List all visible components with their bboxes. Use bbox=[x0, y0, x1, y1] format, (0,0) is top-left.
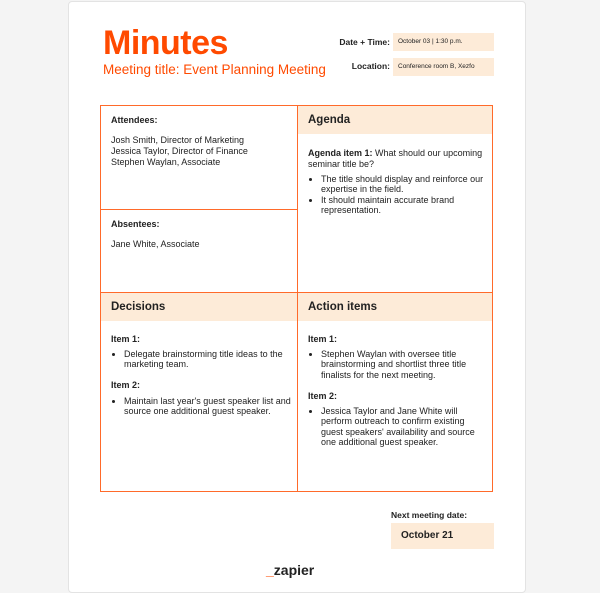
logo-text: zapier bbox=[273, 562, 315, 578]
attendee-2: Jessica Taylor, Director of Finance bbox=[111, 146, 248, 156]
grid-divider-attendees bbox=[101, 209, 297, 210]
agenda-item-label: Agenda item 1: bbox=[308, 148, 373, 158]
next-meeting-date: October 21 bbox=[391, 523, 494, 549]
date-time-label: Date + Time: bbox=[339, 37, 390, 47]
action-item-1-bullets bbox=[308, 349, 487, 380]
list-item: • Maintain last year's guest speaker list and source one additional guest speaker. bbox=[124, 396, 294, 417]
agenda-bullets bbox=[308, 174, 493, 216]
absentee-1: Jane White, Associate bbox=[111, 239, 200, 249]
list-item: • The title should display and reinforce our expertise in the field. bbox=[321, 174, 493, 195]
attendee-1: Josh Smith, Director of Marketing bbox=[111, 135, 245, 145]
minutes-document bbox=[68, 1, 526, 593]
decision-item-1-bullets bbox=[111, 349, 294, 370]
minutes-grid bbox=[100, 105, 493, 492]
list-item: • Delegate brainstorming title ideas to the marketing team. bbox=[124, 349, 294, 370]
next-meeting-label: Next meeting date: bbox=[391, 510, 468, 520]
agenda-item-text: What should our upcoming seminar title be? bbox=[308, 148, 483, 169]
absentees-label: Absentees: bbox=[111, 219, 160, 229]
list-item: • It should maintain accurate brand representation. bbox=[321, 195, 493, 216]
action-item-2-bullets bbox=[308, 406, 487, 448]
list-item: • Jessica Taylor and Jane White will perform outreach to confirm existing guest speakers' availability and source one additional guest speaker. bbox=[321, 406, 487, 448]
agenda-item bbox=[308, 148, 486, 170]
page-title: Minutes bbox=[103, 24, 228, 62]
list-item: • Stephen Waylan with oversee title brainstorming and shortlist three title finalists for the next meeting. bbox=[321, 349, 487, 380]
logo-underscore: _ bbox=[266, 562, 274, 578]
attendees-label: Attendees: bbox=[111, 115, 158, 125]
decision-item-2-label: Item 2: bbox=[111, 380, 141, 390]
location-value: Conference room B, Xezfo bbox=[393, 58, 494, 76]
meeting-title: Meeting title: Event Planning Meeting bbox=[103, 62, 326, 77]
date-time-value: October 03 | 1:30 p.m. bbox=[393, 33, 494, 51]
location-label: Location: bbox=[351, 61, 390, 71]
action-item-2-label: Item 2: bbox=[308, 391, 338, 401]
decision-item-2-bullets bbox=[111, 396, 294, 417]
decision-item-1-label: Item 1: bbox=[111, 334, 141, 344]
decisions-heading: Decisions bbox=[101, 293, 297, 321]
action-item-1-label: Item 1: bbox=[308, 334, 338, 344]
agenda-heading: Agenda bbox=[298, 106, 492, 134]
zapier-logo bbox=[266, 562, 314, 578]
action-items-heading: Action items bbox=[298, 293, 492, 321]
attendee-3: Stephen Waylan, Associate bbox=[111, 157, 221, 167]
